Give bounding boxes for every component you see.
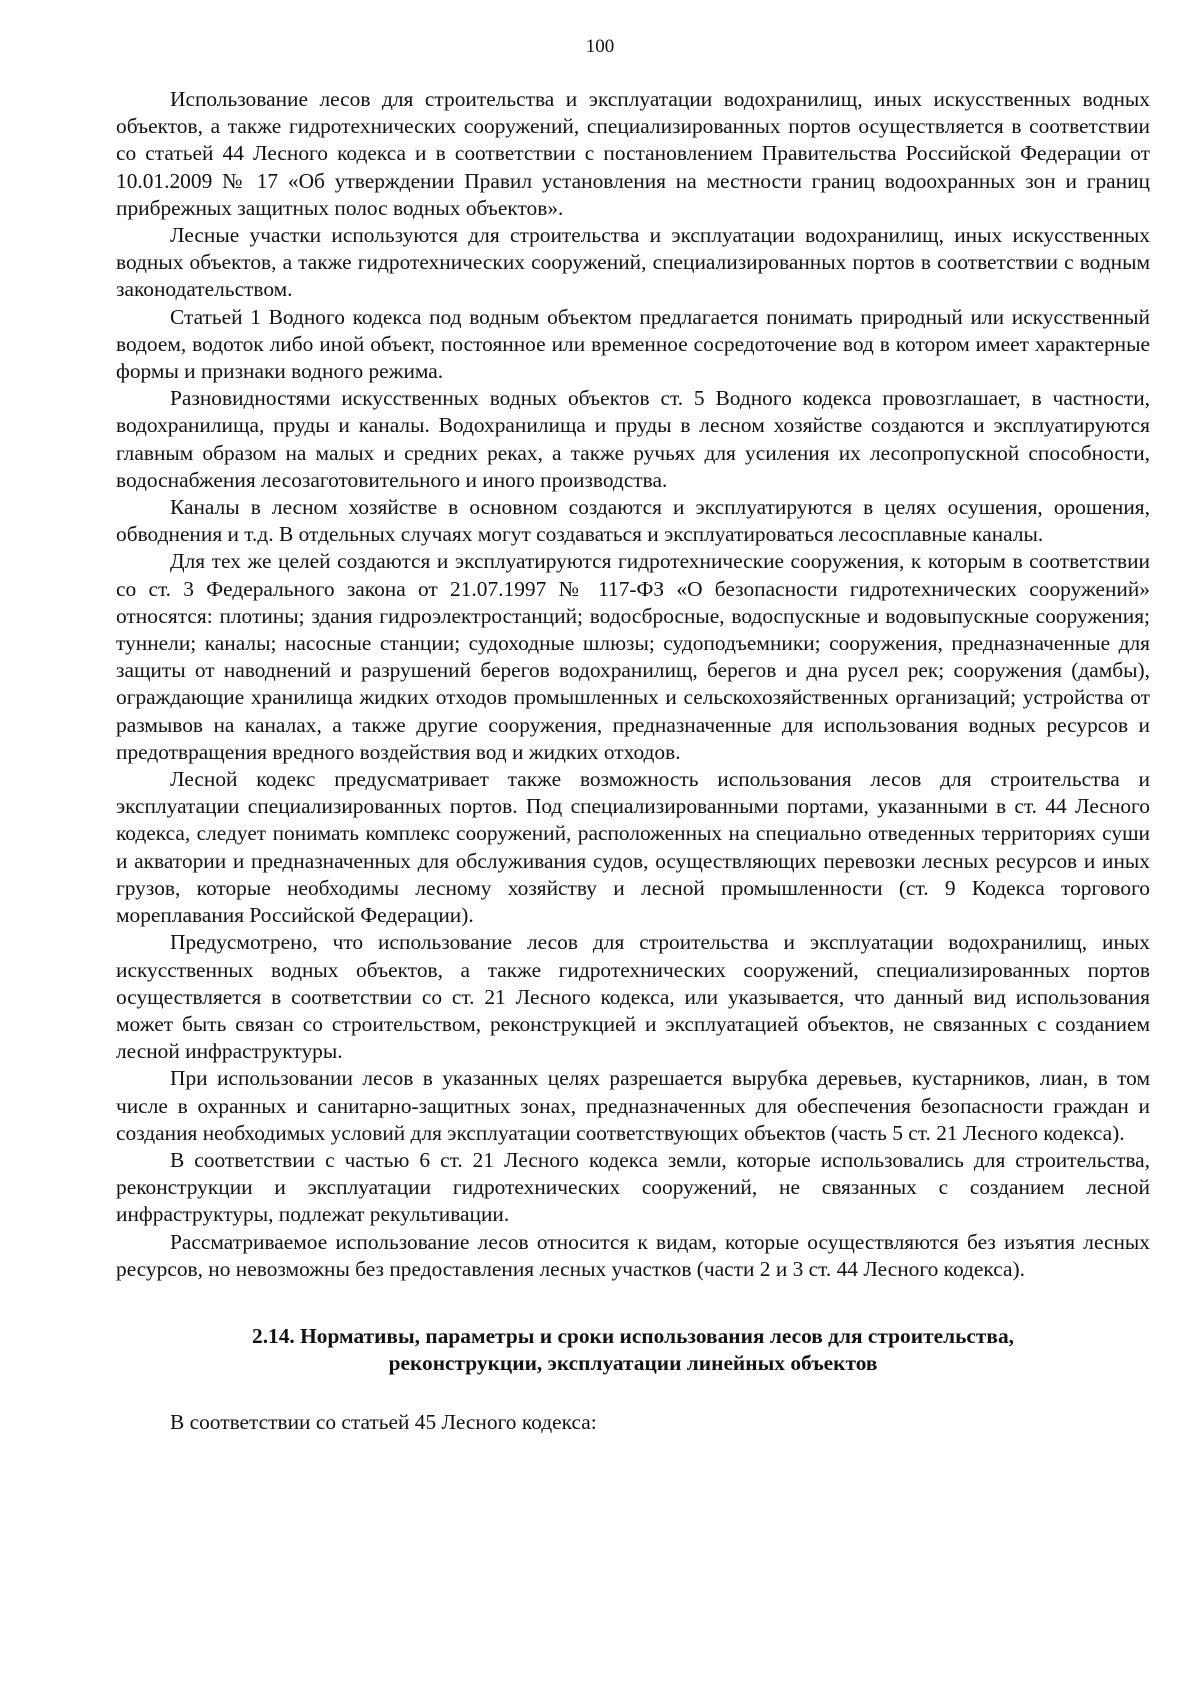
paragraph-1: Использование лесов для строительства и эксплуатации водохранилищ, иных искусственных водных объектов, а также гидротехнических сооружений, специализированных портов осуществляется в соответствии со статьей 44 Лесного кодекса и в соответствии с постановлением Правительства Российской Федерации от 10.01.2009 № 17 «Об утверждении Правил установления на местности границ водоохранных зон и границ прибрежных защитных полос водных объектов». — [116, 87, 1150, 220]
paragraph-2: Лесные участки используются для строительства и эксплуатации водохранилищ, иных искусственных водных объектов, а также гидротехнических сооружений, специализированных портов в соответствии с водным законодательством. — [116, 223, 1150, 302]
paragraph-11: Рассматриваемое использование лесов относится к видам, которые осуществляются без изъятия лесных ресурсов, но невозможны без предоставления лесных участков (части 2 и 3 ст. 44 Лесного кодекса). — [116, 1229, 1150, 1281]
paragraph-3: Статьей 1 Водного кодекса под водным объектом предлагается понимать природный или искусственный водоем, водоток либо иной объект, постоянное или временное сосредоточение вод в котором имеет характерные формы и признаки водного режима. — [116, 304, 1150, 384]
final-paragraph: В соответствии со статьей 45 Лесного кодекса: — [170, 1410, 597, 1435]
section-heading — [116, 1323, 1150, 1377]
page-number: 100 — [585, 36, 615, 57]
paragraph-6: Для тех же целей создаются и эксплуатируются гидротехнические сооружения, к которым в соответствии со ст. 3 Федерального закона от 21.07.1997 № 117-ФЗ «О безопасности гидротехнических сооружений» относятся: плотины; здания гидроэлектростанций; водосбросные, водоспускные и водовыпускные сооружения; туннели; каналы; насосные станции; судоходные шлюзы; судоподъемники; сооружения, предназначенные для защиты от наводнений и разрушений берегов водохранилищ, берегов и дна русел рек; сооружения (дамбы), ограждающие хранилища жидких отходов промышленных и сельскохозяйственных организаций; устройства от размывов на каналах, а также другие сооружения, предназначенные для использования водных ресурсов и предотвращения вредного воздействия вод и жидких отходов. — [116, 549, 1150, 764]
paragraph-4: Разновидностями искусственных водных объектов ст. 5 Водного кодекса провозглашает, в частности, водохранилища, пруды и каналы. Водохранилища и пруды в лесном хозяйстве создаются и эксплуатируются главным образом на малых и средних реках, а также ручьях для усиления их лесопропускной способности, водоснабжения лесозаготовительного и иного производства. — [116, 386, 1150, 492]
section-heading-line-2: реконструкции, эксплуатации линейных объектов — [388, 1351, 878, 1376]
section-heading-line-1: 2.14. Нормативы, параметры и сроки использования лесов для строительства, — [252, 1323, 1014, 1348]
paragraph-9: При использовании лесов в указанных целях разрешается вырубка деревьев, кустарников, лиан, в том числе в охранных и санитарно-защитных зонах, предназначенных для обеспечения безопасности граждан и создания необходимых условий для эксплуатации соответствующих объектов (часть 5 ст. 21 Лесного кодекса). — [116, 1066, 1150, 1145]
paragraph-10: В соответствии с частью 6 ст. 21 Лесного кодекса земли, которые использовались для строительства, реконструкции и эксплуатации гидротехнических сооружений, не связанных с созданием лесной инфраструктуры, подлежат рекультивации. — [116, 1147, 1150, 1227]
paragraph-7: Лесной кодекс предусматривает также возможность использования лесов для строительства и эксплуатации специализированных портов. Под специализированными портами, указанными в ст. 44 Лесного кодекса, следует понимать комплекс сооружений, расположенных на специально отведенных территориях суши и акватории и предназначенных для обслуживания судов, осуществляющих перевозки лесных ресурсов и иных грузов, которые необходимы лесному хозяйству и лесной промышленности (ст. 9 Кодекса торгового мореплавания Российской Федерации). — [116, 767, 1150, 928]
document-body — [116, 86, 1150, 1437]
paragraph-5: Каналы в лесном хозяйстве в основном создаются и эксплуатируются в целях осушения, орошения, обводнения и т.д. В отдельных случаях могут создаваться и эксплуатироваться лесосплавные каналы. — [116, 495, 1150, 547]
paragraph-8: Предусмотрено, что использование лесов для строительства и эксплуатации водохранилищ, иных искусственных водных объектов, а также гидротехнических сооружений, специализированных портов осуществляется в соответствии со ст. 21 Лесного кодекса, или указывается, что данный вид использования может быть связан со строительством, реконструкцией и эксплуатацией объектов, не связанных с созданием лесной инфраструктуры. — [116, 930, 1150, 1064]
